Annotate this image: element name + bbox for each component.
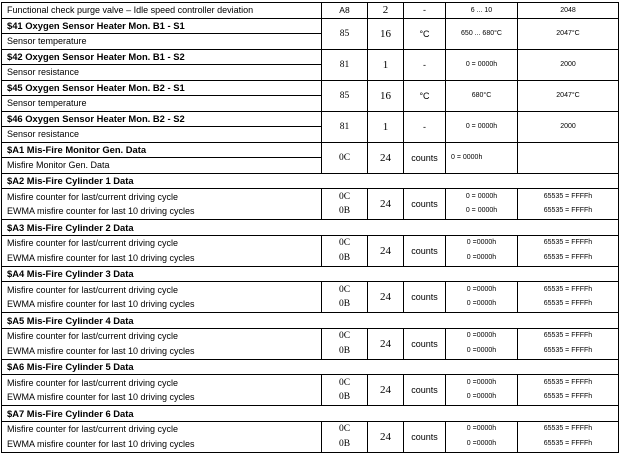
length-cell: 24 <box>368 375 404 406</box>
max-cell <box>518 235 619 266</box>
max-cell-line-1: 65535 = FFFFh <box>543 239 593 247</box>
length-cell: 2 <box>368 3 404 19</box>
row-description-line-1: Misfire counter for last/current driving cycle <box>7 238 179 249</box>
row-description-line-2: EWMA misfire counter for last 10 driving cycles <box>7 206 195 217</box>
length-cell: 16 <box>368 18 404 49</box>
length-cell: 1 <box>368 49 404 80</box>
length-cell: 24 <box>368 189 404 220</box>
range-cell-line-2: 0 = 0000h <box>465 207 498 215</box>
pid-cell-line-1: 0C <box>338 238 351 249</box>
pid-cell <box>322 282 368 313</box>
max-cell: 2000 <box>518 49 619 80</box>
unit-cell: counts <box>404 328 446 359</box>
pid-cell <box>322 189 368 220</box>
pid-cell: 81 <box>322 111 368 142</box>
unit-cell: counts <box>404 235 446 266</box>
range-cell <box>446 235 518 266</box>
row-description: Sensor temperature <box>2 96 322 112</box>
section-header-row <box>2 359 619 375</box>
max-cell <box>518 375 619 406</box>
max-cell <box>518 328 619 359</box>
max-cell-line-1: 65535 = FFFFh <box>543 192 593 200</box>
pid-cell: A8 <box>322 3 368 19</box>
range-cell: 0 = 0000h <box>446 142 518 173</box>
section-header-row <box>2 406 619 422</box>
max-cell: 2048 <box>518 3 619 19</box>
pid-cell: 0C <box>322 142 368 173</box>
unit-cell: counts <box>404 421 446 452</box>
row-description: Functional check purge valve – Idle speed controller deviation <box>2 3 322 19</box>
pid-cell-line-1: 0C <box>338 377 351 388</box>
section-header-row <box>2 142 619 158</box>
range-cell: 650 ... 680°C <box>446 18 518 49</box>
row-description: Misfire Monitor Gen. Data <box>2 158 322 174</box>
table-row <box>2 375 619 406</box>
table-row <box>2 235 619 266</box>
range-cell: 6 ... 10 <box>446 3 518 19</box>
range-cell: 0 = 0000h <box>446 49 518 80</box>
max-cell <box>518 421 619 452</box>
section-header: $A6 Mis-Fire Cylinder 5 Data <box>2 359 619 375</box>
length-cell: 24 <box>368 142 404 173</box>
range-cell-line-1: 0 =0000h <box>466 332 497 340</box>
max-cell: 2000 <box>518 111 619 142</box>
section-header: $A5 Mis-Fire Cylinder 4 Data <box>2 313 619 329</box>
max-cell-line-1: 65535 = FFFFh <box>543 285 593 293</box>
range-cell: 680°C <box>446 80 518 111</box>
pid-cell-line-2: 0B <box>338 392 351 403</box>
unit-cell: °C <box>404 18 446 49</box>
pid-cell-line-2: 0B <box>338 345 351 356</box>
max-cell-line-2: 65535 = FFFFh <box>543 207 593 215</box>
length-cell: 24 <box>368 328 404 359</box>
table-row <box>2 421 619 452</box>
pid-cell-line-2: 0B <box>338 206 351 217</box>
row-description: Sensor resistance <box>2 65 322 81</box>
pid-cell: 85 <box>322 18 368 49</box>
pid-cell <box>322 421 368 452</box>
section-header: $A3 Mis-Fire Cylinder 2 Data <box>2 220 619 236</box>
max-cell-line-2: 65535 = FFFFh <box>543 393 593 401</box>
row-description-line-1: Misfire counter for last/current driving cycle <box>7 331 179 342</box>
pid-cell: 81 <box>322 49 368 80</box>
range-cell-line-1: 0 = 0000h <box>465 192 498 200</box>
section-header: $A1 Mis-Fire Monitor Gen. Data <box>2 142 322 158</box>
row-description <box>2 375 322 406</box>
section-header-row <box>2 49 619 65</box>
pid-cell <box>322 235 368 266</box>
length-cell: 24 <box>368 282 404 313</box>
length-cell: 16 <box>368 80 404 111</box>
range-cell-line-2: 0 =0000h <box>466 439 497 447</box>
row-description-line-1: Misfire counter for last/current driving cycle <box>7 424 179 435</box>
pid-cell-line-2: 0B <box>338 252 351 263</box>
row-description-line-2: EWMA misfire counter for last 10 driving cycles <box>7 252 195 263</box>
pid-cell-line-1: 0C <box>338 284 351 295</box>
max-cell: 2047°C <box>518 18 619 49</box>
range-cell-line-2: 0 =0000h <box>466 393 497 401</box>
max-cell-line-1: 65535 = FFFFh <box>543 332 593 340</box>
section-header: $42 Oxygen Sensor Heater Mon. B1 - S2 <box>2 49 322 65</box>
length-cell: 1 <box>368 111 404 142</box>
row-description: Sensor resistance <box>2 127 322 143</box>
section-header-row <box>2 111 619 127</box>
range-cell <box>446 421 518 452</box>
range-cell <box>446 328 518 359</box>
monitor-data-table <box>1 2 619 453</box>
row-description-line-1: Misfire counter for last/current driving cycle <box>7 191 179 202</box>
section-header: $45 Oxygen Sensor Heater Mon. B2 - S1 <box>2 80 322 96</box>
max-cell <box>518 189 619 220</box>
pid-cell-line-1: 0C <box>338 191 351 202</box>
unit-cell: counts <box>404 375 446 406</box>
table-row <box>2 189 619 220</box>
row-description <box>2 282 322 313</box>
row-description-line-2: EWMA misfire counter for last 10 driving cycles <box>7 438 195 449</box>
table-row <box>2 3 619 19</box>
pid-cell <box>322 328 368 359</box>
range-cell-line-1: 0 =0000h <box>466 425 497 433</box>
max-cell-line-2: 65535 = FFFFh <box>543 346 593 354</box>
row-description <box>2 421 322 452</box>
row-description: Sensor temperature <box>2 34 322 50</box>
unit-cell: counts <box>404 189 446 220</box>
row-description <box>2 235 322 266</box>
section-header-row <box>2 266 619 282</box>
range-cell-line-2: 0 =0000h <box>466 346 497 354</box>
max-cell <box>518 282 619 313</box>
max-cell-line-2: 65535 = FFFFh <box>543 300 593 308</box>
max-cell-line-1: 65535 = FFFFh <box>543 378 593 386</box>
range-cell-line-2: 0 =0000h <box>466 253 497 261</box>
pid-cell-line-2: 0B <box>338 438 351 449</box>
section-header-row <box>2 18 619 34</box>
range-cell <box>446 375 518 406</box>
table-row <box>2 282 619 313</box>
max-cell-line-1: 65535 = FFFFh <box>543 425 593 433</box>
pid-cell-line-1: 0C <box>338 331 351 342</box>
range-cell-line-1: 0 =0000h <box>466 378 497 386</box>
pid-cell-line-2: 0B <box>338 299 351 310</box>
max-cell <box>518 142 619 173</box>
length-cell: 24 <box>368 421 404 452</box>
section-header-row <box>2 313 619 329</box>
unit-cell: - <box>404 111 446 142</box>
range-cell-line-1: 0 =0000h <box>466 285 497 293</box>
unit-cell: - <box>404 49 446 80</box>
pid-cell-line-1: 0C <box>338 424 351 435</box>
max-cell: 2047°C <box>518 80 619 111</box>
section-header: $A7 Mis-Fire Cylinder 6 Data <box>2 406 619 422</box>
row-description <box>2 189 322 220</box>
row-description-line-1: Misfire counter for last/current driving cycle <box>7 284 179 295</box>
unit-cell: - <box>404 3 446 19</box>
row-description-line-1: Misfire counter for last/current driving cycle <box>7 377 179 388</box>
range-cell-line-2: 0 =0000h <box>466 300 497 308</box>
length-cell: 24 <box>368 235 404 266</box>
section-header: $41 Oxygen Sensor Heater Mon. B1 - S1 <box>2 18 322 34</box>
row-description-line-2: EWMA misfire counter for last 10 driving cycles <box>7 345 195 356</box>
unit-cell: °C <box>404 80 446 111</box>
range-cell <box>446 282 518 313</box>
section-header-row <box>2 173 619 189</box>
range-cell: 0 = 0000h <box>446 111 518 142</box>
range-cell-line-1: 0 =0000h <box>466 239 497 247</box>
section-header-row <box>2 80 619 96</box>
section-header: $A2 Mis-Fire Cylinder 1 Data <box>2 173 619 189</box>
unit-cell: counts <box>404 142 446 173</box>
pid-cell <box>322 375 368 406</box>
row-description-line-2: EWMA misfire counter for last 10 driving cycles <box>7 392 195 403</box>
table-row <box>2 328 619 359</box>
row-description-line-2: EWMA misfire counter for last 10 driving cycles <box>7 299 195 310</box>
row-description <box>2 328 322 359</box>
section-header: $A4 Mis-Fire Cylinder 3 Data <box>2 266 619 282</box>
max-cell-line-2: 65535 = FFFFh <box>543 439 593 447</box>
max-cell-line-2: 65535 = FFFFh <box>543 253 593 261</box>
unit-cell: counts <box>404 282 446 313</box>
section-header-row <box>2 220 619 236</box>
pid-cell: 85 <box>322 80 368 111</box>
section-header: $46 Oxygen Sensor Heater Mon. B2 - S2 <box>2 111 322 127</box>
range-cell <box>446 189 518 220</box>
